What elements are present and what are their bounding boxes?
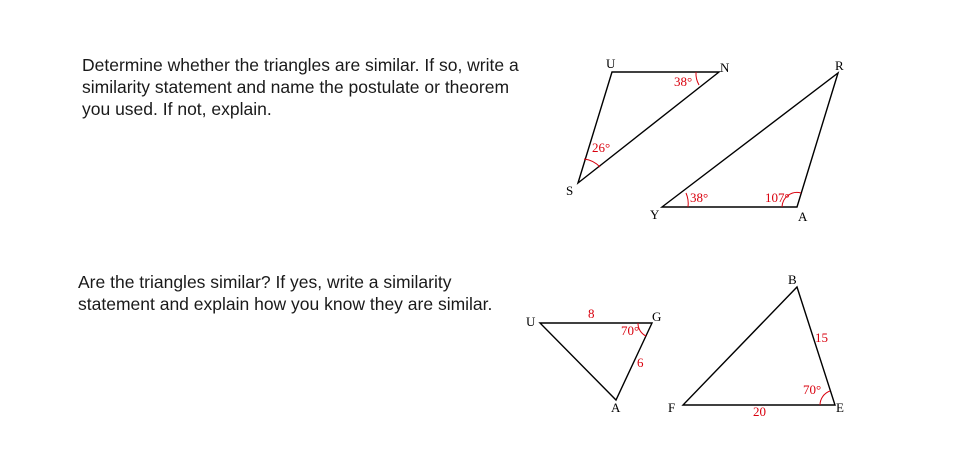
side-label-fe: 20 bbox=[753, 404, 766, 419]
angle-arc-n bbox=[696, 72, 699, 85]
vertex-label-b: B bbox=[788, 272, 797, 287]
triangle-uga bbox=[526, 306, 661, 415]
vertex-label-u2: U bbox=[526, 314, 536, 329]
vertex-label-r: R bbox=[835, 58, 844, 73]
vertex-label-u: U bbox=[606, 56, 616, 71]
angle-label-y: 38° bbox=[690, 190, 709, 205]
triangle-usn bbox=[566, 56, 730, 198]
vertex-label-a2: A bbox=[611, 400, 621, 415]
vertex-label-f: F bbox=[668, 400, 676, 415]
angle-label-e: 70° bbox=[803, 382, 822, 397]
angle-arc-e bbox=[820, 391, 830, 405]
vertex-label-g: G bbox=[652, 309, 662, 324]
triangle-yra-edges bbox=[662, 73, 838, 207]
vertex-label-y: Y bbox=[650, 207, 660, 222]
vertex-label-a: A bbox=[798, 209, 808, 224]
triangle-fbe bbox=[668, 272, 844, 419]
problem-1-line-2: similarity statement and name the postulate or theorem bbox=[82, 77, 510, 97]
side-label-be: 15 bbox=[815, 330, 828, 345]
angle-label-s: 26° bbox=[592, 140, 611, 155]
problem-2-line-2: statement and explain how you know they are similar. bbox=[78, 294, 493, 314]
angle-label-n: 38° bbox=[674, 74, 693, 89]
vertex-label-n: N bbox=[720, 60, 730, 75]
vertex-label-s: S bbox=[566, 183, 574, 198]
side-label-ga: 6 bbox=[637, 355, 644, 370]
vertex-label-e: E bbox=[836, 400, 844, 415]
problem-2-line-1: Are the triangles similar? If yes, write a similarity bbox=[78, 272, 452, 292]
side-label-ug: 8 bbox=[588, 306, 595, 321]
angle-arc-y bbox=[686, 193, 688, 207]
angle-label-g: 70° bbox=[621, 323, 640, 338]
problem-1-line-3: you used. If not, explain. bbox=[82, 99, 272, 119]
problem-1-line-1: Determine whether the triangles are similar. If so, write a bbox=[82, 55, 519, 75]
angle-label-a: 107° bbox=[765, 190, 790, 205]
angle-arc-s bbox=[584, 159, 600, 167]
